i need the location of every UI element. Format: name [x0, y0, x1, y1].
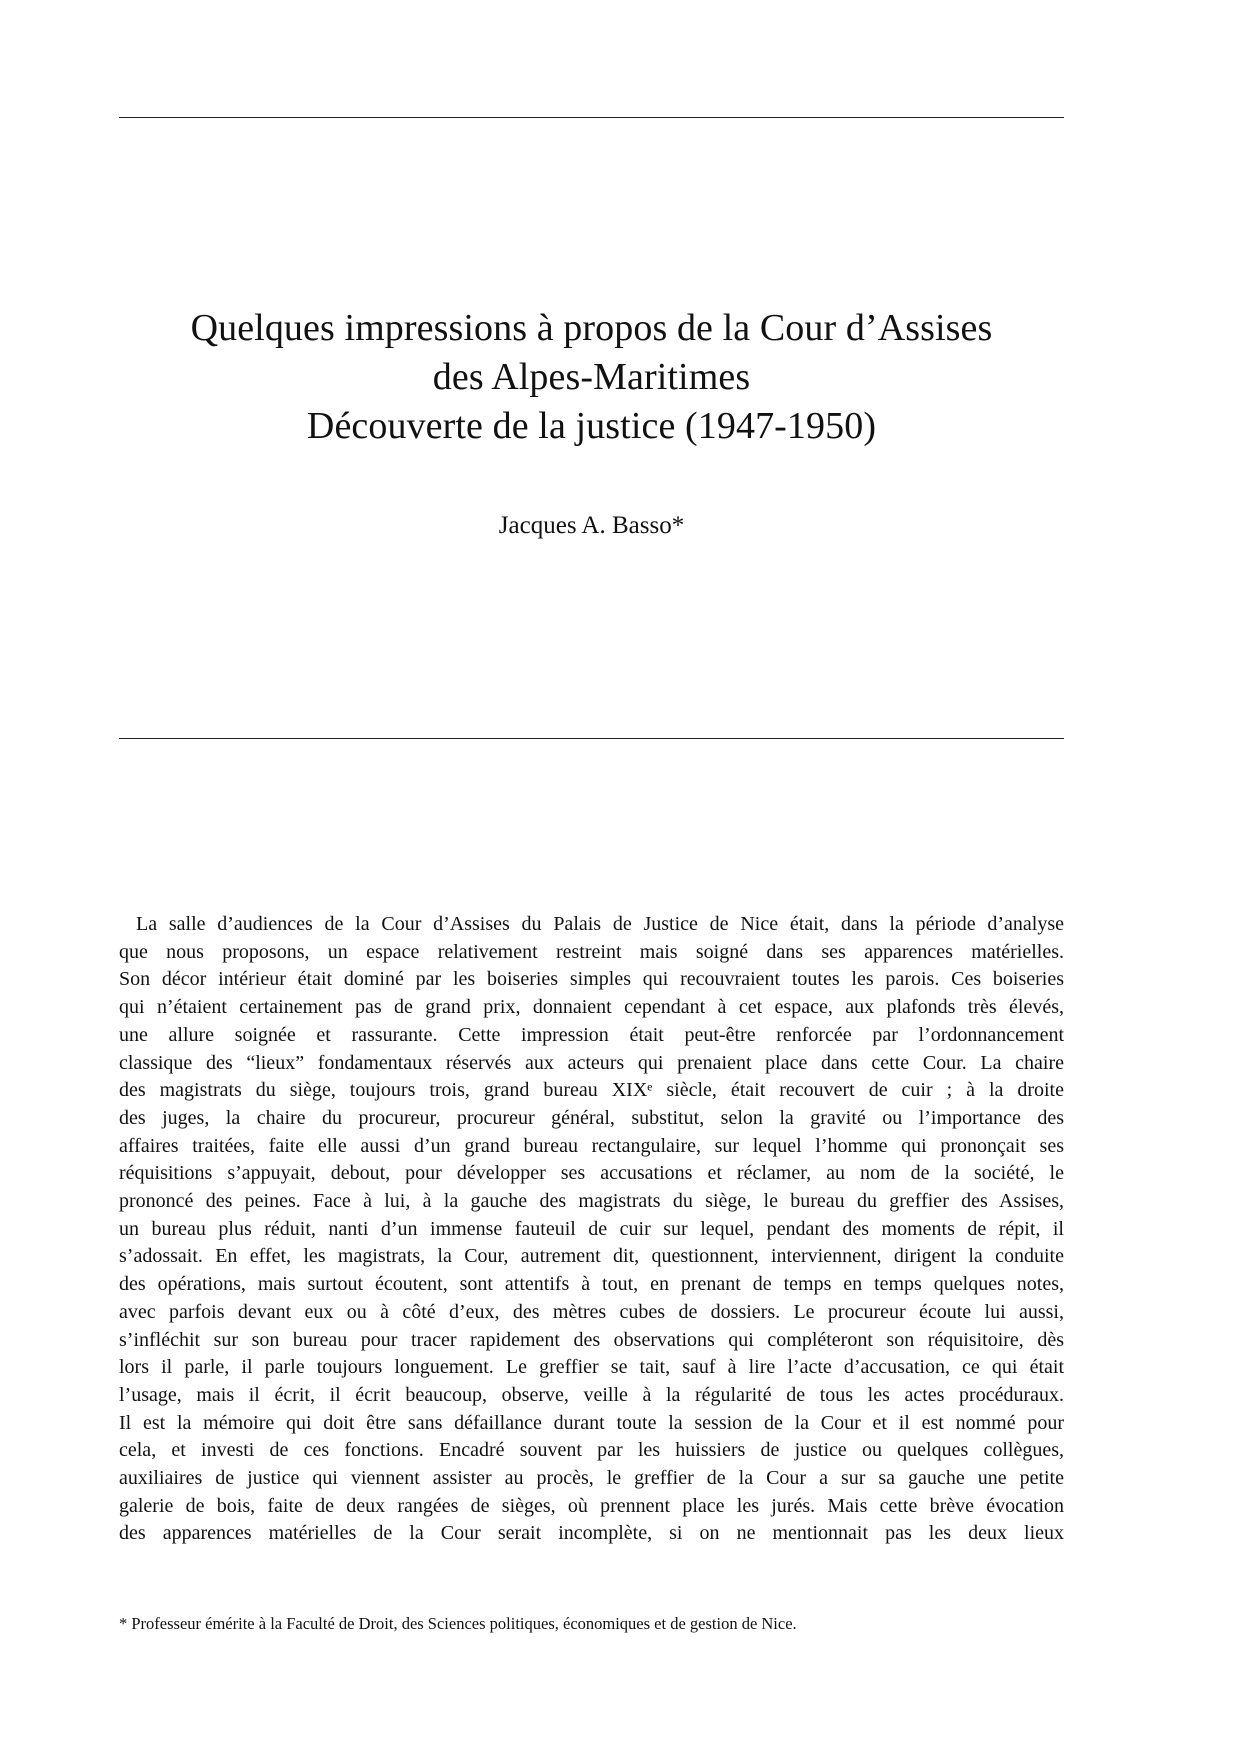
body-line: des magistrats du siège, toujours trois, grand bureau XIXᵉ siècle, était recouvert de cuir ; à la droite	[119, 1079, 1064, 1102]
body-line: s’adossait. En effet, les magistrats, la Cour, autrement dit, questionnent, interviennent, dirigent la conduite	[119, 1245, 1064, 1268]
body-line: qui n’étaient certainement pas de grand prix, donnaient cependant à cet espace, aux plafonds très élevés,	[119, 996, 1064, 1019]
body-line: affaires traitées, faite elle aussi d’un grand bureau rectangulaire, sur lequel l’homme qui prononçait ses	[119, 1134, 1064, 1157]
body-line: Il est la mémoire qui doit être sans défaillance durant toute la session de la Cour et il est nommé pour	[119, 1411, 1064, 1434]
body-line: des opérations, mais surtout écoutent, sont attentifs à tout, en prenant de temps en temps quelques notes,	[119, 1273, 1064, 1296]
body-line: que nous proposons, un espace relativement restreint mais soigné dans ses apparences matérielles.	[119, 940, 1064, 963]
body-line: des apparences matérielles de la Cour serait incomplète, si on ne mentionnait pas les deux lieux	[119, 1522, 1064, 1545]
body-line: auxiliaires de justice qui viennent assister au procès, le greffier de la Cour a sur sa gauche une petite	[119, 1467, 1064, 1490]
title-line-2: des Alpes-Maritimes	[432, 356, 751, 398]
author-name: Jacques A. Basso*	[498, 512, 685, 539]
body-line: cela, et investi de ces fonctions. Encadré souvent par les huissiers de justice ou quelques collègues,	[119, 1439, 1064, 1462]
body-line: avec parfois devant eux ou à côté d’eux, des mètres cubes de dossiers. Le procureur écoute lui aussi,	[119, 1300, 1064, 1323]
body-line: un bureau plus réduit, nanti d’un immense fauteuil de cuir sur lequel, pendant des moments de répit, il	[119, 1217, 1064, 1240]
body-line: galerie de bois, faite de deux rangées de sièges, où prennent place les jurés. Mais cette brève évocation	[119, 1494, 1064, 1517]
bottom-rule	[119, 738, 1064, 739]
body-line: prononcé des peines. Face à lui, à la gauche des magistrats du siège, le bureau du greffier des Assises,	[119, 1190, 1064, 1213]
body-line: Son décor intérieur était dominé par les boiseries simples qui recouvraient toutes les parois. Ces boiseries	[119, 968, 1064, 991]
body-line: classique des “lieux” fondamentaux réservés aux acteurs qui prenaient place dans cette Cour. La chaire	[119, 1051, 1064, 1074]
title-line-3: Découverte de la justice (1947-1950)	[306, 405, 877, 447]
body-line: lors il parle, il parle toujours longuement. Le greffier se tait, sauf à lire l’acte d’accusation, ce qui était	[119, 1356, 1064, 1379]
body-line: une allure soignée et rassurante. Cette impression était peut-être renforcée par l’ordonnancement	[119, 1023, 1064, 1046]
body-paragraph	[119, 911, 1064, 1548]
body-line: La salle d’audiences de la Cour d’Assises du Palais de Justice de Nice était, dans la période d’analyse	[136, 913, 1064, 935]
body-line: l’usage, mais il écrit, il écrit beaucoup, observe, veille à la régularité de tous les actes procéduraux.	[119, 1383, 1064, 1406]
footnote: * Professeur émérite à la Faculté de Droit, des Sciences politiques, économiques et de gestion de Nice.	[119, 1614, 797, 1633]
top-rule	[119, 117, 1064, 118]
body-line: des juges, la chaire du procureur, procureur général, substitut, selon la gravité ou l’importance des	[119, 1106, 1064, 1129]
article-title	[119, 304, 1064, 451]
body-line: s’infléchit sur son bureau pour tracer rapidement des observations qui compléteront son réquisitoire, dès	[119, 1328, 1064, 1351]
title-line-1: Quelques impressions à propos de la Cour d’Assises	[190, 307, 993, 349]
body-line: réquisitions s’appuyait, debout, pour développer ses accusations et réclamer, au nom de la société, le	[119, 1162, 1064, 1185]
